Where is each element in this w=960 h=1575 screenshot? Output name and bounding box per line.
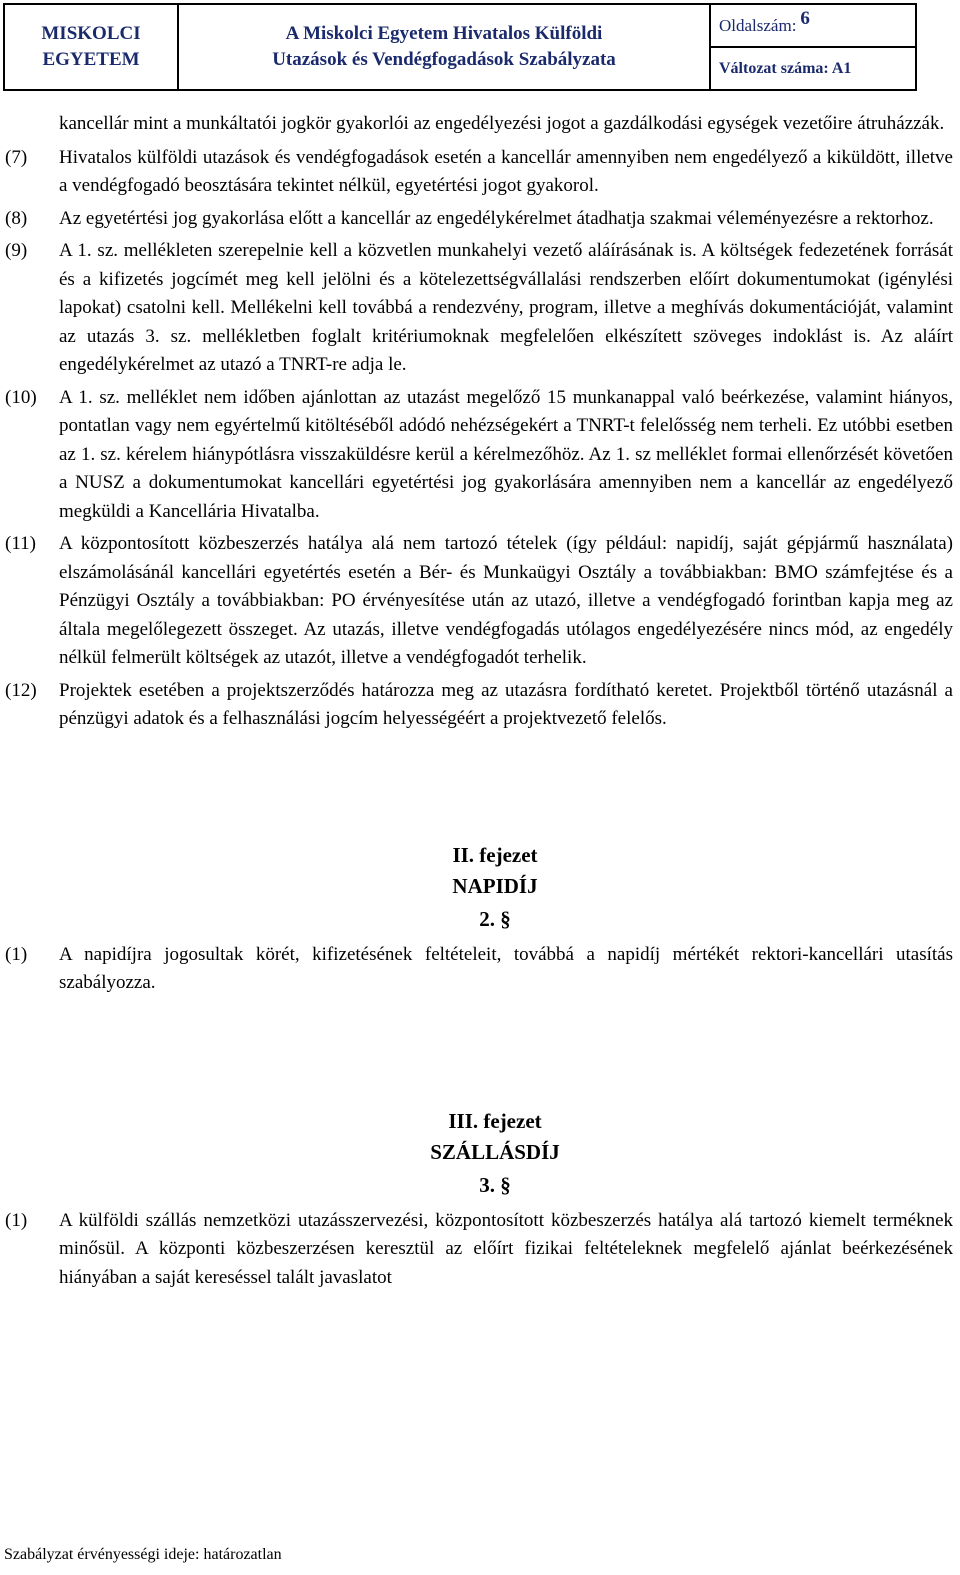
paragraph-text: Az egyetértési jog gyakorlása előtt a kancellár az engedélykérelmet átadhatja szakmai véleményezésre a rektorhoz.	[59, 207, 934, 229]
institution-line-2: EGYETEM	[42, 49, 140, 70]
paragraph-10	[0, 384, 960, 527]
paragraph-number: (11)	[5, 533, 36, 554]
section-number: 2. §	[479, 906, 511, 931]
paragraph-text: A 1. sz. melléklet nem időben ajánlottan az utazást megelőző 15 munkanappal való beérkezése, valamint hiányos, pontatlan vagy nem egyértelmű kitöltéséből adódó nehézségekért a TNRT-t felelősség nem terheli. Ez utóbbi esetben az 1. sz. kérelem hiánypótlásra visszaküldésre kerül a kérelmezőhöz. Az 1. sz melléklet formai ellenőrzését követően a NUSZ a dokumentumokat kancellári egyetértési jog gyakorlására amennyiben nem a kancellár az engedélyező megküldi a Kancellária Hivatalba.	[59, 386, 953, 522]
paragraph-number: (8)	[5, 207, 28, 229]
document-body	[0, 110, 960, 1296]
intro-continuation: kancellár mint a munkáltatói jogkör gyakorlói az engedélyezési jogot a gazdálkodási egységek vezetőire átruházzák.	[59, 113, 945, 134]
paragraph-text: A központosított közbeszerzés hatálya alá nem tartozó tételek (így például: napidíj, saját gépjármű használata) elszámolásánál kancellári egyetértés esetén a Bér- és Munkaügyi Osztály a továbbiakban: BMO számfejtése és a Pénzügyi Osztály a továbbiakban: PO érvényesítése után az utazó, illetve a vendégfogadó forintban kapja meg az általa megelőlegezett összeget. Az utazás, illetve vendégfogadás utólagos engedélyezésére nincs mód, az engedély nélkül felmerült költségek az utazót, illetve a vendégfogadót terhelik.	[59, 533, 953, 668]
paragraph-number: (1)	[5, 1209, 28, 1231]
paragraph-text: A 1. sz. mellékleten szerepelnie kell a közvetlen munkahelyi vezető aláírásának is. A költségek fedezetének forrását és a kifizetés jogcímét meg kell jelölni és a kötelezettségvállalási rendszerben előírt dokumentumokat (igénylési lapokat) csatolni kell. Mellékelni kell továbbá a rendezvény, program, illetve a meghívás dokumentációját, valamint az utazás 3. sz. mellékletben foglalt kritériumoknak megfelelően elkészített szöveges indoklást is. Az aláírt engedélykérelmet az utazó a TNRT-re adja le.	[59, 240, 953, 375]
chapter-number: III. fejezet	[448, 1108, 542, 1133]
paragraph-8	[0, 205, 960, 234]
page-number: 6	[800, 7, 810, 29]
chapter-title: SZÁLLÁSDÍJ	[430, 1139, 560, 1164]
paragraph-7	[0, 144, 960, 201]
institution-name	[5, 5, 179, 89]
page-label: Oldalszám:	[719, 15, 797, 35]
chapter-2-heading	[30, 840, 960, 935]
paragraph-number: (12)	[5, 679, 37, 701]
document-title-line-2: Utazások és Vendégfogadások Szabályzata	[272, 49, 616, 70]
institution-line-1: MISKOLCI	[41, 23, 141, 44]
chapter-number: II. fejezet	[452, 842, 538, 867]
chapter-title: NAPIDÍJ	[452, 873, 538, 898]
paragraph-text: Projektek esetében a projektszerződés határozza meg az utazásra fordítható keretet. Projektből történő utazásnál a pénzügyi adatok és a felhasználási jogcím helyességéért a projektvezető felelős.	[59, 679, 953, 729]
paragraph-text: Hivatalos külföldi utazások és vendégfogadások esetén a kancellár amennyiben nem engedélyező a kiküldött, illetve a vendégfogadó beosztására tekintet nélkül, egyetértési jogot gyakorol.	[59, 146, 953, 196]
version-cell	[711, 48, 915, 89]
page-number-cell	[711, 5, 915, 48]
chapter-2-paragraph-1	[0, 941, 960, 998]
document-title-line-1: A Miskolci Egyetem Hivatalos Külföldi	[285, 23, 603, 44]
version-label: Változat száma: A1	[719, 59, 852, 77]
section-number: 3. §	[479, 1172, 511, 1197]
paragraph-number: (10)	[5, 386, 37, 408]
document-footer: Szabályzat érvényességi ideje: határozatlan	[4, 1546, 282, 1563]
chapter-3-heading	[30, 1106, 960, 1201]
paragraph-number: (1)	[5, 943, 28, 965]
paragraph-12	[0, 677, 960, 734]
paragraph-9	[0, 237, 960, 380]
paragraph-text: A napidíjra jogosultak körét, kifizetésének feltételeit, továbbá a napidíj mértékét rektori-kancellári utasítás szabályozza.	[59, 943, 953, 993]
paragraph-11	[0, 530, 960, 673]
chapter-3-paragraph-1	[0, 1207, 960, 1293]
document-header	[3, 3, 917, 91]
paragraph-number: (7)	[5, 146, 28, 168]
paragraph-text: A külföldi szállás nemzetközi utazásszervezési, központosított közbeszerzés hatálya alá tartozó kiemelt terméknek minősül. A központi közbeszerzésen keresztül az előírt fizikai feltételeknek megfelelő ajánlat beérkezésének hiányában a saját kereséssel talált javaslatot	[59, 1209, 953, 1288]
paragraph-number: (9)	[5, 240, 28, 261]
document-title	[179, 5, 711, 89]
page-info	[711, 5, 915, 89]
